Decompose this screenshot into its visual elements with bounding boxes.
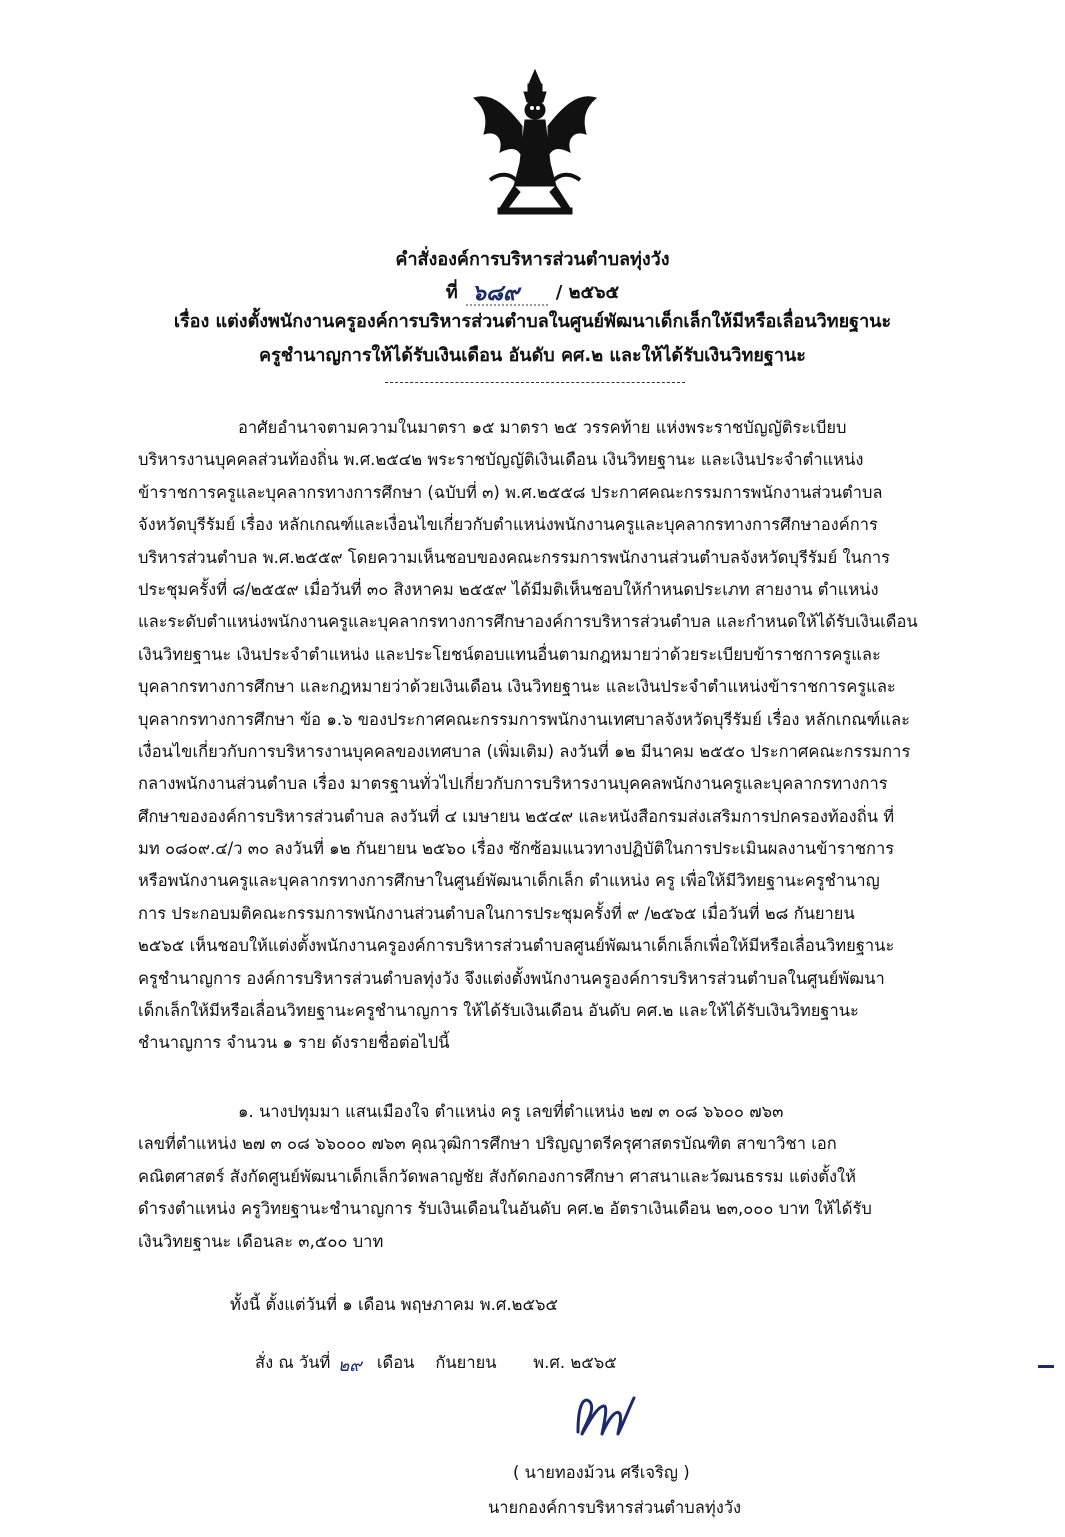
body-line: มท ๐๘๐๙.๔/ว ๓๐ ลงวันที่ ๑๒ กันยายน ๒๕๖๐ เรื่อง ซักซ้อมแนวทางปฏิบัติในการประเมินผลงานข้าราชการ — [138, 839, 895, 859]
issued-month: กันยายน — [435, 1353, 497, 1372]
body-line: ๑. นางปทุมมา แสนเมืองใจ ตำแหน่ง ครู เลขที่ตำแหน่ง ๒๗ ๓ ๐๘ ๖๖๐๐ ๗๖๓ — [238, 1102, 784, 1121]
header-divider — [385, 382, 685, 383]
body-line: และระดับตำแหน่งพนักงานครูและบุคลากรทางการศึกษาองค์การบริหารส่วนตำบล และกำหนดให้ได้รับเงินเดือน — [138, 612, 918, 632]
body-line: หรือพนักงานครูและบุคลากรทางการศึกษาในศูนย์พัฒนาเด็กเล็ก ตำแหน่ง ครู เพื่อให้มีวิทยฐานะครูชำนาญ — [138, 871, 880, 891]
signer-position: นายกองค์การบริหารส่วนตำบลทุ่งวัง — [488, 1498, 742, 1517]
order-number-year: / ๒๕๖๕ — [555, 281, 620, 303]
body-line: บุคลากรทางการศึกษา และกฎหมายว่าด้วยเงินเดือน เงินวิทยฐานะ และเงินประจำตำแหน่งข้าราชการครูและ — [138, 677, 896, 697]
issued-month-label: เดือน — [376, 1353, 415, 1372]
margin-mark — [1038, 1365, 1054, 1368]
effective-date: ทั้งนี้ ตั้งแต่วันที่ ๑ เดือน พฤษภาคม พ.ศ.๒๕๖๕ — [230, 1295, 558, 1314]
body-line: กลางพนักงานส่วนตำบล เรื่อง มาตรฐานทั่วไปเกี่ยวกับการบริหารงานบุคคลพนักงานครูและบุคลากรทางการ — [138, 774, 888, 794]
subject-line-1: เรื่อง แต่งตั้งพนักงานครูองค์การบริหารส่วนตำบลในศูนย์พัฒนาเด็กเล็กให้มีหรือเลื่อนวิทยฐานะ — [173, 311, 892, 332]
body-line: ชำนาญการ จำนวน ๑ ราย ดังรายชื่อต่อไปนี้ — [138, 1033, 450, 1053]
order-number — [0, 274, 1065, 308]
signature-icon — [568, 1392, 640, 1442]
issued-year: พ.ศ. ๒๕๖๕ — [533, 1353, 617, 1372]
body-line: บริหารงานบุคคลส่วนท้องถิ่น พ.ศ.๒๕๔๒ พระราชบัญญัติเงินเดือน เงินวิทยฐานะ และเงินประจำตำแหน่ง — [138, 450, 864, 470]
body-line: คณิตศาสตร์ สังกัดศูนย์พัฒนาเด็กเล็กวัดพลาญชัย สังกัดกองการศึกษา ศาสนาและวัฒนธรรม แต่งตั้งให้ — [138, 1166, 856, 1186]
handwritten-issue-day — [336, 1351, 372, 1377]
svg-text:๒๙: ๒๙ — [337, 1355, 362, 1376]
garuda-emblem-icon — [470, 68, 600, 218]
svg-text:๖๘๙: ๖๘๙ — [471, 281, 519, 306]
body-line: บุคลากรทางการศึกษา ข้อ ๑.๖ ของประกาศคณะกรรมการพนักงานเทศบาลจังหวัดบุรีรัมย์ เรื่อง หลักเกณฑ์และ — [138, 709, 910, 729]
body-line: เงินวิทยฐานะ เดือนละ ๓,๕๐๐ บาท — [138, 1231, 384, 1251]
body-line: เงินวิทยฐานะ เงินประจำตำแหน่ง และประโยชน์ตอบแทนอื่นตามกฎหมายว่าด้วยระเบียบข้าราชการครูและ — [138, 644, 881, 664]
body-line: ดำรงตำแหน่ง ครูวิทยฐานะชำนาญการ รับเงินเดือนในอันดับ คศ.๒ อัตราเงินเดือน ๒๓,๐๐๐ บาท ให้ได้รับ — [138, 1199, 872, 1219]
body-line: เงื่อนไขเกี่ยวกับการบริหารงานบุคคลของเทศบาล (เพิ่มเติม) ลงวันที่ ๑๒ มีนาคม ๒๕๕๐ ประกาศคณะกรรมการ — [138, 741, 911, 761]
body-paragraph-1 — [138, 412, 974, 1060]
body-line: ศึกษาขององค์การบริหารส่วนตำบล ลงวันที่ ๔ เมษายน ๒๕๔๙ และหนังสือกรมส่งเสริมการปกครองท้องถิ่น ที่ — [138, 806, 895, 826]
subject-line-2: ครูชำนาญการให้ได้รับเงินเดือน อันดับ คศ.๒ และให้ได้รับเงินวิทยฐานะ — [259, 345, 806, 366]
body-line: บริหารส่วนตำบล พ.ศ.๒๕๕๙ โดยความเห็นชอบของคณะกรรมการพนักงานส่วนตำบลจังหวัดบุรีรัมย์ ในการ — [138, 547, 890, 567]
order-title: คำสั่งองค์การบริหารส่วนตำบลทุ่งวัง — [395, 249, 670, 270]
body-line: เด็กเล็กให้มีหรือเลื่อนวิทยฐานะครูชำนาญการ ให้ได้รับเงินเดือน อันดับ คศ.๒ และให้ได้รับเงินวิทยฐานะ — [138, 1001, 859, 1021]
handwritten-order-number — [466, 274, 548, 308]
body-line: ครูชำนาญการ องค์การบริหารส่วนตำบลทุ่งวัง จึงแต่งตั้งพนักงานครูองค์การบริหารส่วนตำบลในศูนย์พัฒนา — [138, 968, 885, 988]
body-line: เลขที่ตำแหน่ง ๒๗ ๓ ๐๘ ๖๖๐๐๐ ๗๖๓ คุณวุฒิการศึกษา ปริญญาตรีครุศาสตรบัณฑิต สาขาวิชา เอก — [138, 1134, 837, 1154]
body-line: ข้าราชการครูและบุคลากรทางการศึกษา (ฉบับที่ ๓) พ.ศ.๒๕๕๘ ประกาศคณะกรรมการพนักงานส่วนตำบล — [138, 482, 883, 502]
body-line: การ ประกอบมติคณะกรรมการพนักงานส่วนตำบลในการประชุมครั้งที่ ๙ /๒๕๖๕ เมื่อวันที่ ๒๘ กันยายน — [138, 903, 855, 923]
signer-name: ( นายทองม้วน ศรีเจริญ ) — [513, 1463, 690, 1482]
body-line: อาศัยอำนาจตามความในมาตรา ๑๕ มาตรา ๒๕ วรรคท้าย แห่งพระราชบัญญัติระเบียบ — [238, 418, 847, 437]
body-line: ประชุมครั้งที่ ๘/๒๕๕๙ เมื่อวันที่ ๓๐ สิงหาคม ๒๕๕๙ ได้มีมติเห็นชอบให้กำหนดประเภท สายงาน ตำแหน่ง — [138, 579, 879, 599]
order-number-prefix: ที่ — [445, 281, 458, 303]
body-paragraph-2 — [138, 1096, 974, 1258]
issued-prefix: สั่ง ณ วันที่ — [255, 1353, 331, 1372]
issued-date — [255, 1350, 617, 1377]
body-line: จังหวัดบุรีรัมย์ เรื่อง หลักเกณฑ์และเงื่อนไขเกี่ยวกับตำแหน่งพนักงานครูและบุคลากรทางการศึกษาองค์การ — [138, 515, 878, 535]
body-line: ๒๕๖๕ เห็นชอบให้แต่งตั้งพนักงานครูองค์การบริหารส่วนตำบลศูนย์พัฒนาเด็กเล็กเพื่อให้มีหรือเลื่อนวิทยฐานะ — [138, 936, 895, 956]
